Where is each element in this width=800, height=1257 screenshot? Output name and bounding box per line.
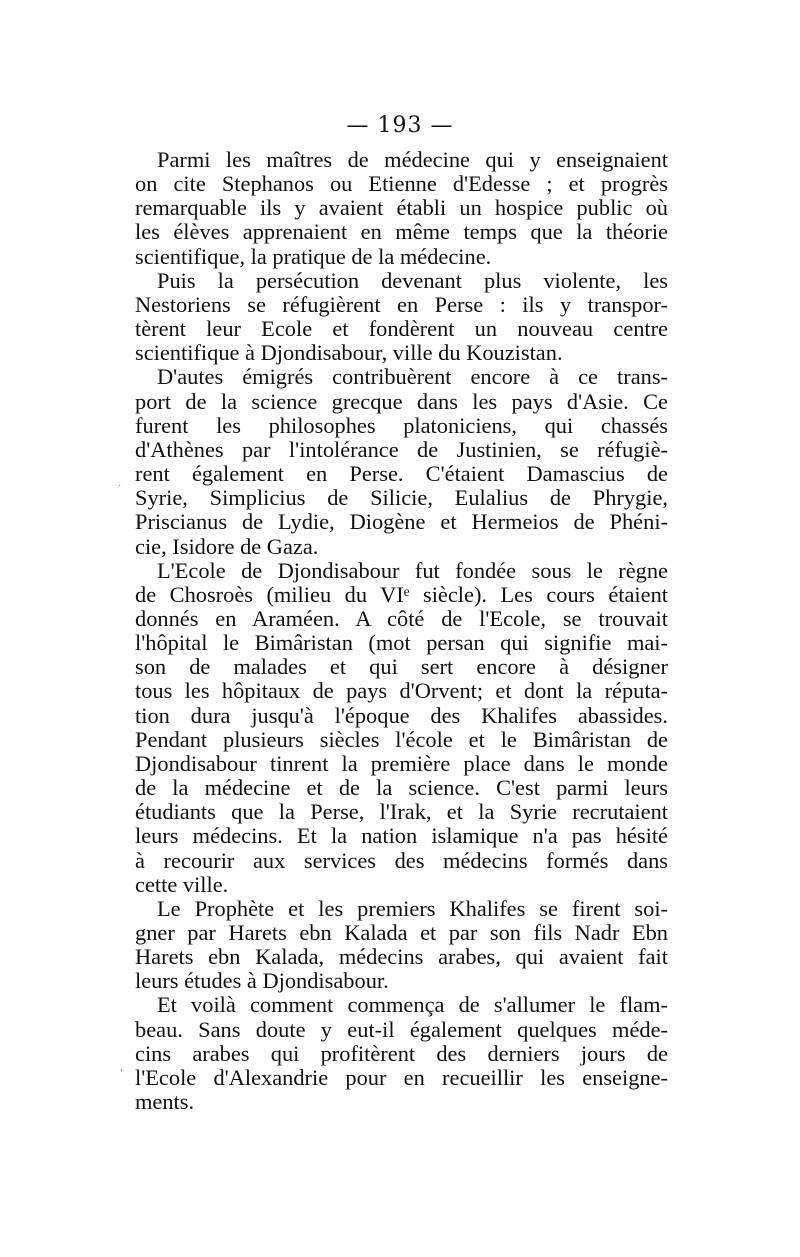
text-line: Harets ebn Kalada, médecins arabes, qui avaient fait — [135, 944, 668, 970]
text-line: Parmi les maîtres de médecine qui y enseignaient — [157, 147, 668, 172]
text-line: ments. — [135, 1089, 195, 1115]
text-line: leurs études à Djondisabour. — [135, 968, 389, 994]
text-line: tèrent leur Ecole et fondèrent un nouveau centre — [135, 316, 668, 342]
text-line: Pendant plusieurs siècles l'école et le Bimâristan de — [135, 726, 668, 752]
text-line: L'Ecole de Djondisabour fut fondée sous le règne — [157, 557, 668, 583]
text-line: Priscianus de Lydie, Diogène et Hermeios de Phéni- — [135, 509, 668, 535]
text-line: tous les hôpitaux de pays d'Orvent; et dont la réputa- — [135, 678, 668, 704]
text-line: remarquable ils y avaient établi un hospice public où — [135, 195, 668, 221]
text-line: étudiants que la Perse, l'Irak, et la Syrie recrutaient — [135, 799, 668, 825]
text-line: à recourir aux services des médecins formés dans — [135, 847, 668, 873]
text-line: l'hôpital le Bimâristan (mot persan qui signifie mai- — [135, 630, 668, 656]
text-line: de la médecine et de la science. C'est parmi leurs — [135, 775, 668, 801]
text-line: D'autes émigrés contribuèrent encore à ce trans- — [157, 364, 668, 390]
text-line: les élèves apprenaient en même temps que la théorie — [135, 219, 668, 245]
text-line: scientifique, la pratique de la médecine. — [135, 243, 492, 269]
margin-speck: ' — [120, 1068, 123, 1079]
margin-speck: . — [118, 478, 122, 489]
text-line: scientifique à Djondisabour, ville du Kouzistan. — [135, 340, 563, 366]
text-line: on cite Stephanos ou Etienne d'Edesse ; et progrès — [135, 171, 668, 197]
text-line: Et voilà comment commença de s'allumer le flam- — [157, 992, 668, 1018]
text-line: l'Ecole d'Alexandrie pour en recueillir les enseigne- — [135, 1064, 668, 1090]
text-line: cette ville. — [135, 871, 229, 897]
text-line: port de la science grecque dans les pays d'Asie. Ce — [135, 388, 668, 414]
text-line: d'Athènes par l'intolérance de Justinien, se réfugiè- — [135, 436, 668, 462]
text-line: Djondisabour tinrent la première place dans le monde — [135, 750, 668, 776]
text-line: leurs médecins. Et la nation islamique n'a pas hésité — [135, 823, 668, 849]
text-line: furent les philosophes platoniciens, qui chassés — [135, 412, 668, 438]
text-line: cins arabes qui profitèrent des derniers jours de — [135, 1040, 668, 1066]
text-line: Nestoriens se réfugièrent en Perse : ils y transpor- — [135, 291, 668, 317]
text-line: de Chosroès (milieu du VIᵉ siècle). Les cours étaient — [135, 581, 668, 607]
text-line: tion dura jusqu'à l'époque des Khalifes abassides. — [135, 702, 668, 728]
page-number: — 193 — — [346, 113, 454, 138]
text-line: gner par Harets ebn Kalada et par son fils Nadr Ebn — [135, 920, 668, 945]
text-line: beau. Sans doute y eut-il également quelques méde- — [135, 1016, 668, 1042]
text-line: Puis la persécution devenant plus violente, les — [157, 267, 668, 293]
text-line: donnés en Araméen. A côté de l'Ecole, se trouvait — [135, 605, 668, 631]
body-text — [135, 148, 668, 1114]
text-line: Syrie, Simplicius de Silicie, Eulalius de Phrygie, — [135, 485, 668, 511]
text-line: Le Prophète et les premiers Khalifes se firent soi- — [157, 895, 668, 921]
text-line: rent également en Perse. C'étaient Damascius de — [135, 461, 668, 487]
text-line: cie, Isidore de Gaza. — [135, 533, 319, 559]
text-line: son de malades et qui sert encore à désigner — [135, 654, 668, 680]
